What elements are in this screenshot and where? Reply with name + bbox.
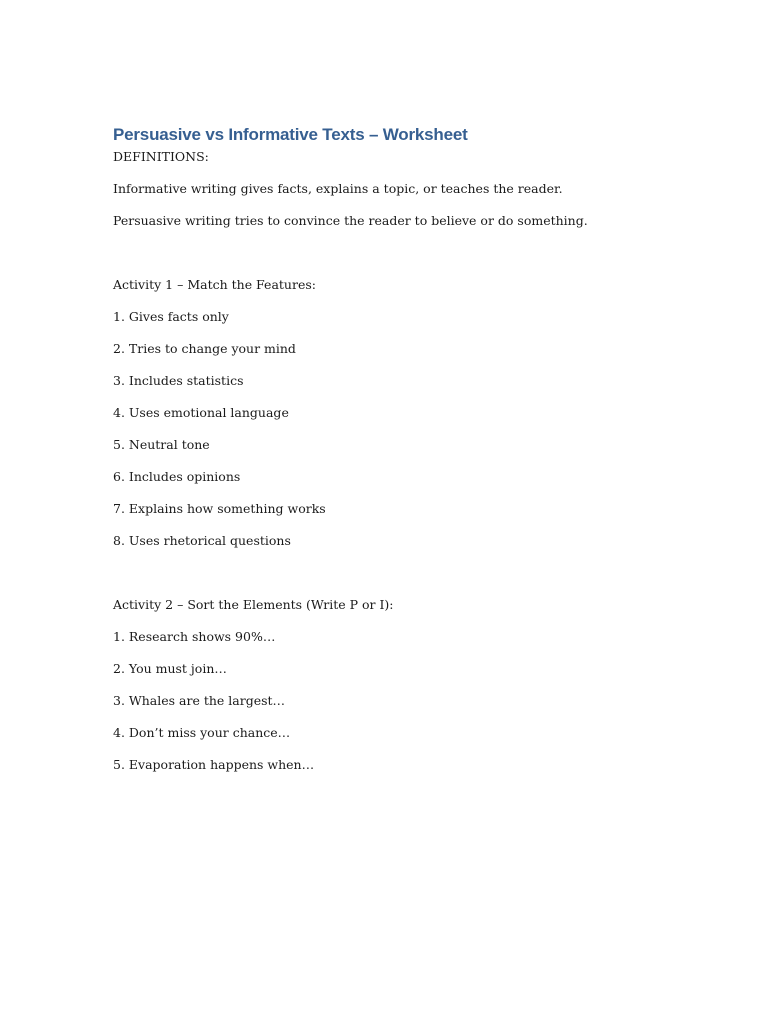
activity-1-list bbox=[113, 308, 713, 550]
activity-1-item: 2. Tries to change your mind bbox=[113, 341, 296, 356]
activity-2-item: 1. Research shows 90%… bbox=[113, 629, 276, 644]
worksheet-title: Persuasive vs Informative Texts – Worksheet bbox=[113, 125, 468, 144]
activity-1-item: 7. Explains how something works bbox=[113, 501, 326, 516]
activity-1-heading: Activity 1 – Match the Features: bbox=[113, 277, 316, 292]
activity-2-item: 3. Whales are the largest… bbox=[113, 693, 286, 708]
activity-1-item: 1. Gives facts only bbox=[113, 309, 229, 324]
activity-2-item: 2. You must join… bbox=[113, 661, 227, 676]
definitions-label: DEFINITIONS: bbox=[113, 149, 209, 164]
definition-informative: Informative writing gives facts, explains a topic, or teaches the reader. bbox=[113, 181, 563, 196]
activity-1-section bbox=[113, 276, 713, 550]
activity-2-item: 5. Evaporation happens when… bbox=[113, 757, 315, 772]
activity-1-item: 3. Includes statistics bbox=[113, 373, 244, 388]
definition-persuasive: Persuasive writing tries to convince the reader to believe or do something. bbox=[113, 213, 588, 228]
activity-2-list bbox=[113, 628, 713, 774]
activity-2-heading: Activity 2 – Sort the Elements (Write P or I): bbox=[113, 597, 394, 612]
activity-1-item: 8. Uses rhetorical questions bbox=[113, 533, 291, 548]
activity-1-item: 4. Uses emotional language bbox=[113, 405, 289, 420]
activity-1-item: 6. Includes opinions bbox=[113, 469, 241, 484]
activity-2-item: 4. Don’t miss your chance… bbox=[113, 725, 291, 740]
activity-2-section bbox=[113, 596, 713, 774]
activity-1-item: 5. Neutral tone bbox=[113, 437, 210, 452]
document-body bbox=[113, 123, 713, 774]
